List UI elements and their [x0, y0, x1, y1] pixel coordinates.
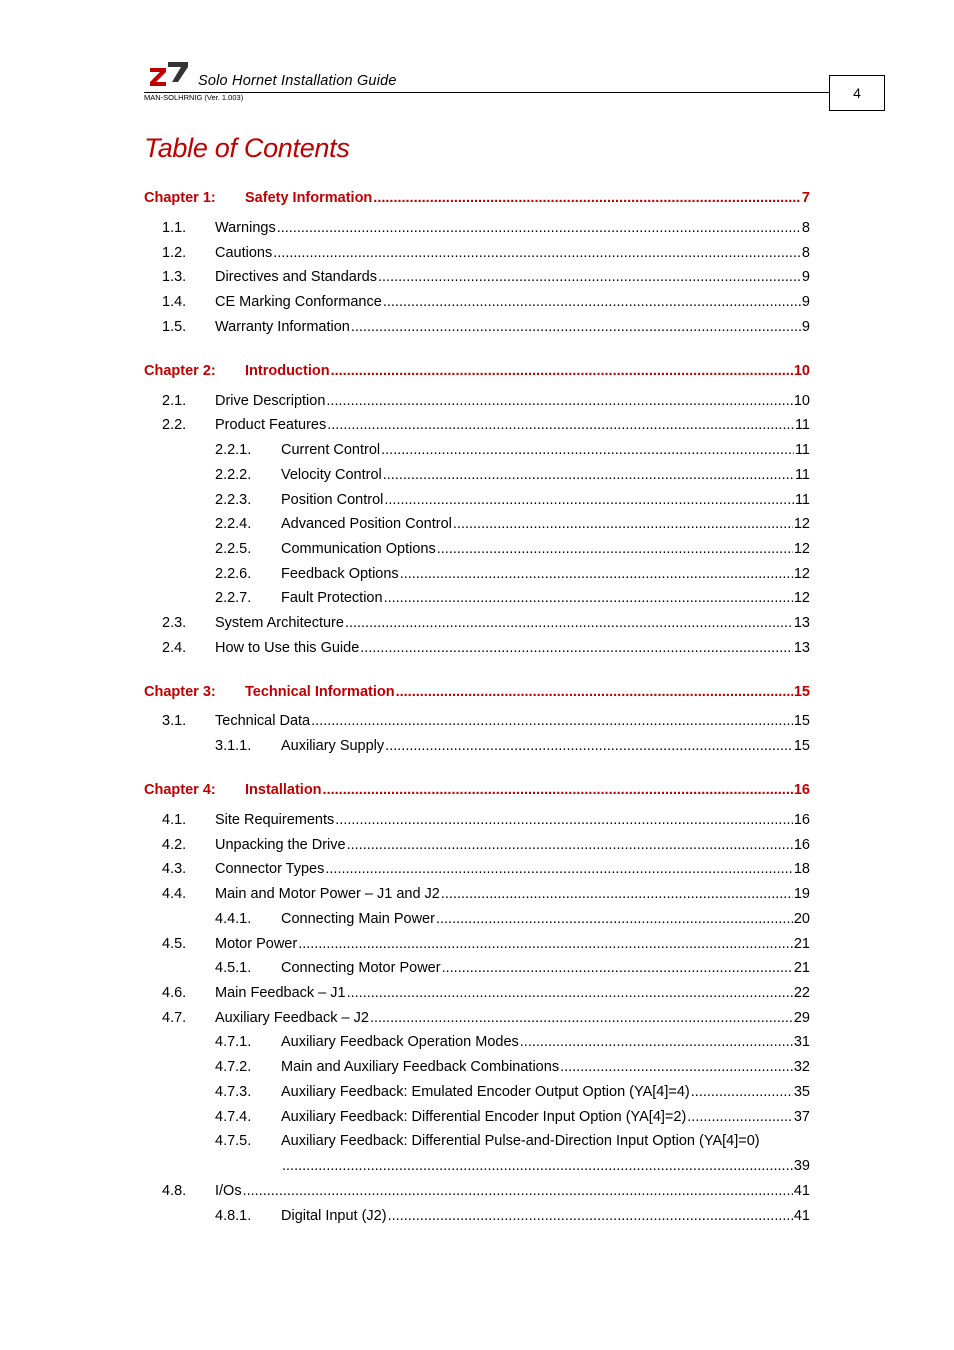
toc-dot-leader [351, 319, 801, 335]
toc-entry-page: 9 [801, 294, 810, 310]
toc-dot-leader [331, 363, 793, 379]
toc-dot-leader [442, 960, 793, 976]
toc-entry-page: 31 [793, 1034, 810, 1050]
toc-entry-title: Auxiliary Feedback – J2 [215, 1010, 369, 1026]
toc-entry-title: Main Feedback – J1 [215, 985, 346, 1001]
toc-entry-number: 2.2. [162, 417, 187, 433]
toc-entry-number: 2.2.4. [215, 516, 252, 532]
toc-entry-title: Connecting Motor Power [281, 960, 441, 976]
toc-entry-number: 4.2. [162, 837, 187, 853]
toc-dot-leader [396, 684, 793, 700]
page-header [0, 0, 954, 120]
toc-dot-leader [691, 1084, 793, 1100]
toc-entry-title: Motor Power [215, 936, 298, 952]
toc-dot-leader [327, 417, 794, 433]
toc-dot-leader [384, 492, 794, 508]
toc-entry-number: 3.1.1. [215, 738, 252, 754]
toc-chapter-entry[interactable] [144, 684, 810, 706]
toc-entry[interactable] [162, 861, 810, 883]
toc-entry-title: Drive Description [215, 393, 326, 409]
page-number: 4 [829, 75, 885, 111]
toc-entry-number: 2.3. [162, 615, 187, 631]
toc-entry[interactable] [215, 1059, 810, 1081]
toc-entry[interactable] [215, 1133, 836, 1155]
toc-entry-number: 4.7.2. [215, 1059, 252, 1075]
toc-entry-number: 4.5. [162, 936, 187, 952]
toc-entry[interactable] [162, 713, 810, 735]
toc-entry[interactable] [215, 467, 810, 489]
toc-entry-number: 2.2.3. [215, 492, 252, 508]
toc-entry-title: Product Features [215, 417, 327, 433]
toc-entry-page: 11 [794, 442, 810, 458]
toc-entry-page: 15 [793, 684, 810, 700]
toc-entry[interactable] [162, 245, 810, 267]
toc-entry-title: Fault Protection [281, 590, 383, 606]
toc-entry[interactable] [162, 837, 810, 859]
toc-dot-leader [385, 738, 793, 754]
toc-entry-title: Connector Types [215, 861, 325, 877]
toc-entry-page: 15 [793, 738, 810, 754]
toc-entry-number: 2.4. [162, 640, 187, 656]
toc-entry-page: 8 [801, 220, 810, 236]
toc-entry-number: Chapter 4: [144, 782, 216, 798]
toc-entry-page: 12 [793, 541, 810, 557]
toc-entry-title: Safety Information [245, 190, 373, 206]
toc-chapter-entry[interactable] [144, 190, 810, 212]
toc-entry-number: 4.8.1. [215, 1208, 252, 1224]
toc-entry[interactable] [215, 590, 810, 612]
toc-entry-number: 4.7. [162, 1010, 187, 1026]
toc-dot-leader [347, 837, 793, 853]
toc-entry-title: System Architecture [215, 615, 344, 631]
document-title: Solo Hornet Installation Guide [198, 73, 397, 89]
toc-dot-leader [383, 294, 801, 310]
toc-entry-page: 16 [793, 782, 810, 798]
toc-dot-leader [687, 1109, 793, 1125]
toc-entry-page: 12 [793, 566, 810, 582]
toc-dot-leader [373, 190, 801, 206]
toc-entry-title: Technical Data [215, 713, 311, 729]
toc-entry[interactable] [215, 1208, 810, 1230]
toc-dot-leader [560, 1059, 793, 1075]
toc-entry-title: Connecting Main Power [281, 911, 435, 927]
toc-entry-page: 13 [793, 615, 810, 631]
toc-entry[interactable] [162, 1010, 810, 1032]
toc-entry-page: 10 [793, 363, 810, 379]
toc-entry-title: Site Requirements [215, 812, 335, 828]
toc-entry[interactable] [162, 985, 810, 1007]
toc-entry[interactable] [215, 1084, 810, 1106]
toc-entry-title: Introduction [245, 363, 330, 379]
toc-dot-leader [370, 1010, 793, 1026]
toc-dot-leader [383, 467, 794, 483]
toc-dot-leader [325, 861, 793, 877]
toc-entry-page: 29 [793, 1010, 810, 1026]
toc-entry[interactable] [215, 1109, 810, 1131]
toc-entry-page: 37 [793, 1109, 810, 1125]
toc-entry-page: 16 [793, 837, 810, 853]
toc-entry-title: How to Use this Guide [215, 640, 360, 656]
toc-dot-leader [453, 516, 793, 532]
toc-dot-leader [273, 245, 801, 261]
toc-entry-title: Cautions [215, 245, 273, 261]
toc-entry-title: Current Control [281, 442, 381, 458]
toc-entry-number: 3.1. [162, 713, 187, 729]
toc-entry-number: 4.1. [162, 812, 187, 828]
company-logo-icon [148, 58, 190, 88]
toc-entry-number: 1.3. [162, 269, 187, 285]
header-divider [144, 92, 830, 93]
toc-entry-number: 2.2.1. [215, 442, 252, 458]
toc-dot-leader [360, 640, 793, 656]
toc-entry-page: 11 [794, 492, 810, 508]
toc-dot-leader [381, 442, 794, 458]
toc-entry-number: 1.2. [162, 245, 187, 261]
toc-entry-page: 41 [793, 1208, 810, 1224]
toc-entry-title: Velocity Control [281, 467, 382, 483]
toc-dot-leader [298, 936, 793, 952]
toc-entry-title: Auxiliary Feedback: Emulated Encoder Output Option (YA[4]=4) [281, 1084, 690, 1100]
toc-entry-title: Installation [245, 782, 322, 798]
toc-entry-page: 11 [794, 467, 810, 483]
toc-entry-title: Main and Auxiliary Feedback Combinations [281, 1059, 560, 1075]
toc-entry[interactable] [162, 319, 810, 341]
toc-chapter-entry[interactable] [144, 363, 810, 385]
toc-entry-continuation[interactable] [281, 1158, 810, 1180]
toc-entry[interactable] [215, 516, 810, 538]
toc-entry-number: 1.1. [162, 220, 187, 236]
toc-dot-leader [388, 1208, 793, 1224]
toc-entry-page: 35 [793, 1084, 810, 1100]
toc-entry-page: 9 [801, 319, 810, 335]
toc-entry-number: 4.3. [162, 861, 187, 877]
toc-entry[interactable] [215, 566, 810, 588]
toc-entry-number: Chapter 1: [144, 190, 216, 206]
toc-entry-page: 12 [793, 516, 810, 532]
toc-entry-page: 16 [793, 812, 810, 828]
toc-dot-leader [323, 782, 793, 798]
toc-entry-page: 41 [793, 1183, 810, 1199]
toc-dot-leader [436, 911, 793, 927]
toc-entry-page: 39 [793, 1158, 810, 1174]
toc-entry[interactable] [215, 442, 810, 464]
toc-entry[interactable] [162, 936, 810, 958]
toc-entry-title: Directives and Standards [215, 269, 377, 285]
toc-entry-page: 21 [793, 960, 810, 976]
toc-dot-leader [384, 590, 793, 606]
toc-entry-page: 12 [793, 590, 810, 606]
toc-dot-leader [378, 269, 801, 285]
toc-entry-page: 10 [793, 393, 810, 409]
toc-entry[interactable] [162, 886, 810, 908]
toc-entry-number: 2.2.2. [215, 467, 252, 483]
toc-entry-number: 2.2.5. [215, 541, 252, 557]
toc-entry-page: 15 [793, 713, 810, 729]
toc-entry-title: Auxiliary Feedback Operation Modes [281, 1034, 519, 1050]
toc-dot-leader [282, 1158, 793, 1174]
toc-entry[interactable] [162, 1183, 810, 1205]
toc-entry-page: 11 [794, 417, 810, 433]
toc-dot-leader [347, 985, 793, 1001]
toc-entry-title: Auxiliary Supply [281, 738, 385, 754]
toc-entry-page: 18 [793, 861, 810, 877]
toc-dot-leader [400, 566, 793, 582]
toc-entry-number: 1.5. [162, 319, 187, 335]
toc-entry-title: Warranty Information [215, 319, 350, 335]
toc-entry-number: 4.5.1. [215, 960, 252, 976]
toc-entry-page: 20 [793, 911, 810, 927]
toc-entry[interactable] [162, 417, 810, 439]
toc-dot-leader [277, 220, 801, 236]
toc-entry-number: 4.6. [162, 985, 187, 1001]
toc-entry-title: Unpacking the Drive [215, 837, 346, 853]
toc-entry-page: 21 [793, 936, 810, 952]
toc-entry-number: 4.4.1. [215, 911, 252, 927]
toc-entry-number: 4.7.3. [215, 1084, 252, 1100]
toc-entry[interactable] [162, 640, 810, 662]
toc-entry-title: Communication Options [281, 541, 436, 557]
toc-entry-page: 13 [793, 640, 810, 656]
toc-entry-title: Advanced Position Control [281, 516, 452, 532]
toc-heading: Table of Contents [144, 133, 350, 163]
toc-entry[interactable] [162, 393, 810, 415]
toc-entry-number: 4.7.4. [215, 1109, 252, 1125]
toc-entry[interactable] [215, 911, 810, 933]
toc-entry-title: I/Os [215, 1183, 242, 1199]
toc-entry-number: Chapter 3: [144, 684, 216, 700]
toc-entry-title: Auxiliary Feedback: Differential Encoder Input Option (YA[4]=2) [281, 1109, 687, 1125]
toc-entry[interactable] [162, 220, 810, 242]
toc-entry-title: Feedback Options [281, 566, 399, 582]
toc-entry-page: 22 [793, 985, 810, 1001]
toc-dot-leader [437, 541, 793, 557]
toc-entry-title: Main and Motor Power – J1 and J2 [215, 886, 440, 902]
toc-entry-page: 8 [801, 245, 810, 261]
toc-entry-title: Technical Information [245, 684, 395, 700]
toc-entry-page: 19 [793, 886, 810, 902]
toc-entry-number: 2.1. [162, 393, 187, 409]
toc-entry-page: 7 [801, 190, 810, 206]
toc-dot-leader [335, 812, 793, 828]
toc-entry-number: 4.7.1. [215, 1034, 252, 1050]
toc-entry[interactable] [215, 960, 810, 982]
toc-entry-number: 1.4. [162, 294, 187, 310]
toc-entry[interactable] [162, 269, 810, 291]
toc-chapter-entry[interactable] [144, 782, 810, 804]
toc-dot-leader [311, 713, 793, 729]
toc-entry-number: 4.7.5. [215, 1133, 252, 1149]
toc-entry-number: 2.2.7. [215, 590, 252, 606]
toc-entry-title: Position Control [281, 492, 384, 508]
toc-entry-number: 4.8. [162, 1183, 187, 1199]
toc-entry-title: Warnings [215, 220, 276, 236]
toc-entry[interactable] [215, 541, 810, 563]
toc-dot-leader [345, 615, 793, 631]
toc-dot-leader [441, 886, 793, 902]
toc-entry[interactable] [162, 615, 810, 637]
toc-entry-number: 4.4. [162, 886, 187, 902]
toc-dot-leader [520, 1034, 793, 1050]
toc-entry-number: 2.2.6. [215, 566, 252, 582]
toc-dot-leader [326, 393, 792, 409]
toc-entry[interactable] [215, 492, 810, 514]
document-code: MAN-SOLHRNIG (Ver. 1.003) [144, 93, 244, 102]
toc-entry[interactable] [162, 294, 810, 316]
toc-entry-title: Auxiliary Feedback: Differential Pulse-and-Direction Input Option (YA[4]=0) [281, 1133, 760, 1149]
toc-entry-number: Chapter 2: [144, 363, 216, 379]
toc-entry-title: CE Marking Conformance [215, 294, 382, 310]
toc-entry[interactable] [215, 1034, 810, 1056]
toc-entry-page: 9 [801, 269, 810, 285]
toc-entry[interactable] [215, 738, 810, 760]
toc-entry-page: 32 [793, 1059, 810, 1075]
toc-entry-title: Digital Input (J2) [281, 1208, 387, 1224]
toc-dot-leader [243, 1183, 793, 1199]
toc-entry[interactable] [162, 812, 810, 834]
